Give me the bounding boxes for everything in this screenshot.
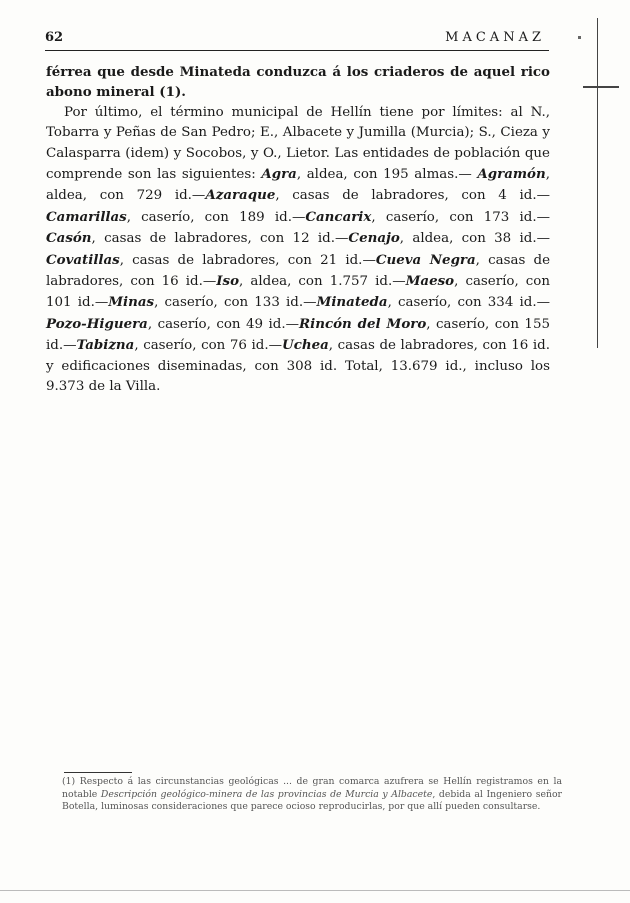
place-description: , casas de labradores, con 12 id.— <box>91 231 349 247</box>
place-description: , casas de labradores, con 16 id. y edificaciones diseminadas, con 308 id. Total, 13.679 id., incluso los 9.373 de la Villa. <box>46 338 550 395</box>
place-description: , caserío, con 76 id.— <box>134 338 283 354</box>
place-name: Azaraque <box>205 187 276 204</box>
place-description: , aldea, con 38 id.— <box>399 231 550 247</box>
place-name: Agra <box>261 166 297 183</box>
place-name: Cenajo <box>348 230 400 247</box>
scan-bottom-edge <box>0 890 630 891</box>
place-description: , aldea, con 729 id.— <box>46 167 550 204</box>
footnote-rule <box>64 772 132 773</box>
place-description: , casas de labradores, con 4 id.— <box>275 188 550 204</box>
place-description: , caserío, con 189 id.— <box>126 209 306 225</box>
place-description: , caserío, con 173 id.— <box>371 209 550 225</box>
place-name: Iso <box>216 273 240 290</box>
page-header <box>45 30 545 48</box>
place-description: , caserío, con 49 id.— <box>147 316 300 332</box>
paragraph-population <box>46 103 550 398</box>
footnote-cited-title: Descripción geológico-minera de las provincias de Murcia y Albacete <box>100 788 433 800</box>
place-description: , aldea, con 195 almas.— <box>296 167 478 183</box>
footnote-text-end: , debida al Ingeniero señor Botella, luminosas consideraciones que parece ocioso reproducirlas, por que allí pueden consultarse. <box>62 788 562 813</box>
place-name: Rincón del Moro <box>299 315 427 332</box>
place-description: , casas de labradores, con 21 id.— <box>119 252 376 268</box>
place-description: , caserío, con 334 id.— <box>387 295 551 311</box>
place-name: Covatillas <box>46 251 120 268</box>
place-name: Camarillas <box>46 208 127 225</box>
place-description: , casas de labradores, con 16 id.— <box>46 252 551 290</box>
place-name: Agramón <box>477 166 546 183</box>
scan-edge-line <box>597 18 598 348</box>
place-description: , caserío, con 101 id.— <box>46 274 550 311</box>
scan-edge-mark <box>583 86 619 88</box>
paragraph-continuation: férrea que desde Minateda conduzca á los criaderos de aquel rico abono mineral (1). <box>46 64 550 101</box>
paragraph-intro: Por último, el término municipal de Hellín tiene por límites: al N., Tobarra y Peñas de San Pedro; E., Albacete y Jumilla (Murcia); S., Cieza y Calasparra (idem) y Socobos, y O., Lietor. Las entidades de población que comprende son las siguientes: <box>46 104 550 183</box>
place-name: Maeso <box>405 273 455 290</box>
place-name: Tabizna <box>76 337 135 354</box>
places-list <box>46 167 550 394</box>
place-name: Casón <box>46 230 92 247</box>
place-name: Minateda <box>316 294 388 311</box>
header-rule <box>45 50 549 51</box>
place-description: , caserío, con 155 id.— <box>46 316 550 354</box>
footnote <box>62 776 562 814</box>
body-text <box>46 62 550 398</box>
place-name: Uchea <box>282 337 329 354</box>
page-number: 62 <box>45 30 64 45</box>
scan-speck <box>578 36 581 39</box>
place-description: , aldea, con 1.757 id.— <box>239 274 406 290</box>
place-name: Cancarix <box>305 208 372 225</box>
place-name: Pozo-Higuera <box>46 315 148 332</box>
place-description: , caserío, con 133 id.— <box>154 295 317 311</box>
footnote-text-start: (1) Respecto á las circunstancias geológicas ... de gran comarca azufrera se Hellín registramos en la notable <box>62 776 562 800</box>
place-name: Minas <box>108 294 155 311</box>
place-name: Cueva Negra <box>375 251 476 268</box>
running-head: MACANAZ <box>445 30 545 45</box>
